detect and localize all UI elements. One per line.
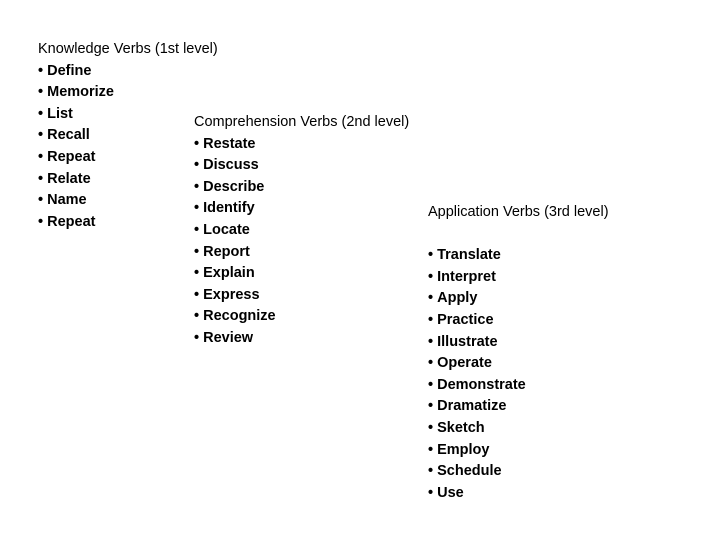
knowledge-verbs-list [38, 61, 218, 234]
list-item: • Describe [194, 177, 409, 199]
list-item: • Report [194, 242, 409, 264]
list-item: • Dramatize [428, 396, 609, 418]
list-item: • Define [38, 61, 218, 83]
knowledge-verbs-block [38, 39, 218, 233]
list-item: • Employ [428, 440, 609, 462]
application-verbs-title: Application Verbs (3rd level) [428, 204, 609, 220]
list-item: • Locate [194, 220, 409, 242]
list-item: • Name [38, 190, 218, 212]
list-item: • Translate [428, 245, 609, 267]
list-item: • Demonstrate [428, 375, 609, 397]
spacer [428, 224, 609, 246]
list-item: • Recognize [194, 306, 409, 328]
list-item: • Discuss [194, 155, 409, 177]
application-verbs-block [428, 202, 609, 504]
list-item: • Operate [428, 353, 609, 375]
list-item: • Illustrate [428, 332, 609, 354]
list-item: • Sketch [428, 418, 609, 440]
list-item: • Use [428, 483, 609, 505]
list-item: • Practice [428, 310, 609, 332]
list-item: • Interpret [428, 267, 609, 289]
list-item: • Memorize [38, 82, 218, 104]
comprehension-verbs-title: Comprehension Verbs (2nd level) [194, 114, 410, 130]
comprehension-verbs-list [194, 134, 409, 350]
list-item: • Schedule [428, 461, 609, 483]
list-item: • Recall [38, 125, 218, 147]
knowledge-verbs-title: Knowledge Verbs (1st level) [38, 41, 218, 57]
comprehension-verbs-block [194, 112, 409, 350]
list-item: • Relate [38, 169, 218, 191]
list-item: • Explain [194, 263, 409, 285]
list-item: • Review [194, 328, 409, 350]
list-item: • Restate [194, 134, 409, 156]
list-item: • Identify [194, 198, 409, 220]
list-item: • Repeat [38, 147, 218, 169]
list-item: • Repeat [38, 212, 218, 234]
list-item: • Apply [428, 288, 609, 310]
application-verbs-list [428, 245, 609, 504]
list-item: • List [38, 104, 218, 126]
list-item: • Express [194, 285, 409, 307]
